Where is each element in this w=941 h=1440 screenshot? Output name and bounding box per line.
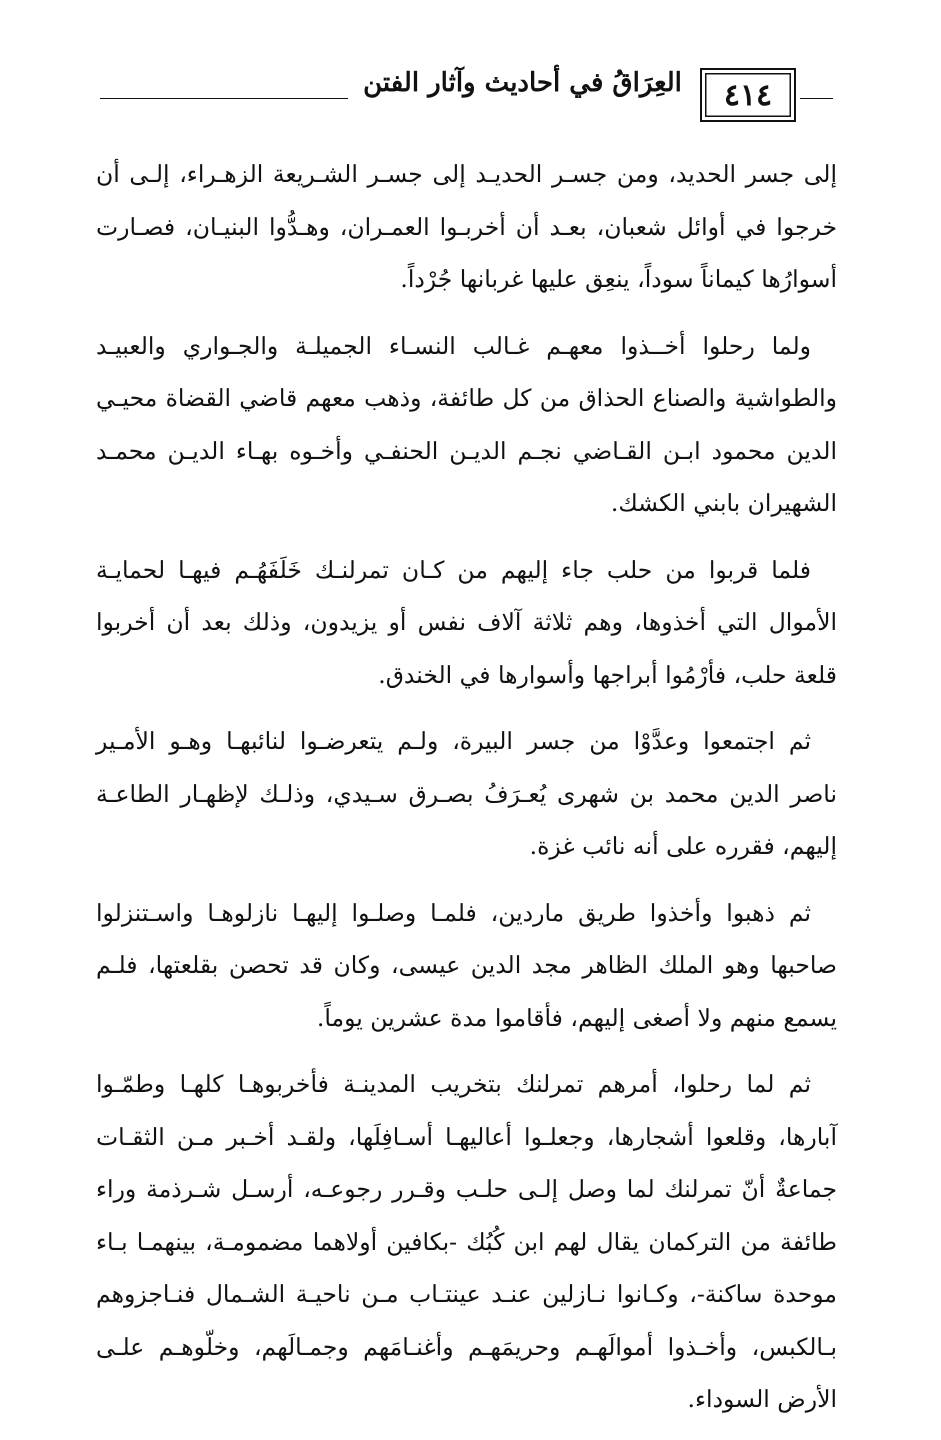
text-line: ثم اجتمعوا وعدَّوْا من جسر البيرة، ولـم يتعرضـوا لنائبهـا وهـو الأمـير <box>96 727 811 755</box>
text-line: جماعةٌ أنّ تمرلنك لما وصل إلـى حلـب وقـرر رجوعـه، أرسـل شـرذمة وراء <box>96 1175 837 1203</box>
page-body <box>96 148 837 1440</box>
text-line: إلى جسر الحديد، ومن جسـر الحديـد إلى جسـر الشـريعة الزهـراء، إلـى أن <box>96 160 837 188</box>
paragraph <box>96 148 837 306</box>
text-line: والطواشية والصناع الحذاق من كل طائفة، وذهب معهم قاضي القضاة محيـي <box>96 384 837 412</box>
text-line: الأرض السوداء. <box>687 1385 837 1413</box>
text-line: طائفة من التركمان يقال لهم ابن كُبُك -بكافين أولاهما مضمومـة، بينهمـا بـاء <box>96 1227 837 1256</box>
text-line: ناصر الدين محمد بن شهرى يُعـرَفُ بصـرق سـيدي، وذلـك لإظهـار الطاعـة <box>96 779 837 808</box>
header-rule-left <box>100 98 348 99</box>
text-line: الأموال التي أخذوها، وهم ثلاثة آلاف نفس أو يزيدون، وذلك بعد أن أخربوا <box>96 608 837 636</box>
text-line: ثم لما رحلوا، أمرهم تمرلنك بتخريب المدينـة فأخربوهـا كلهـا وطمّـوا <box>96 1070 811 1098</box>
text-line: يسمع منهم ولا أصغى إليهم، فأقاموا مدة عشرين يوماً. <box>316 1003 837 1032</box>
paragraph <box>96 887 837 1045</box>
text-line: موحدة ساكنة-، وكـانوا نـازلين عنـد عينتـاب مـن ناحيـة الشـمال فنـاجزوهم <box>96 1280 837 1308</box>
header-rule-right <box>800 98 833 99</box>
page-number-box <box>700 68 796 122</box>
text-line: الدين محمود ابـن القـاضي نجـم الديـن الحنفـي وأخـوه بهـاء الديـن محمـد <box>96 436 837 465</box>
text-line: أسوارُها كيماناً سوداً، ينعِق عليها غربانها جُرْداً. <box>400 265 837 293</box>
text-line: إليهم، فقرره على أنه نائب غزة. <box>529 832 837 860</box>
page-number: ٤١٤ <box>723 77 773 113</box>
paragraph <box>96 320 837 530</box>
text-line: فلما قربوا من حلب جاء إليهم من كـان تمرلنـك خَلَفَهُـم فيهـا لحمايـة <box>96 555 811 584</box>
paragraph <box>96 715 837 873</box>
text-line: خرجوا في أوائل شعبان، بعـد أن أخربـوا العمـران، وهـدُّوا البنيـان، فصـارت <box>96 212 837 241</box>
text-line: بـالكبس، وأخـذوا أموالَهـم وحريمَهـم وأغنـامَهم وجمـالَهم، وخلّوهـم علـى <box>96 1332 837 1361</box>
book-title: العِرَاقُ في أحاديث وآثار الفتن <box>363 68 682 98</box>
text-line: ولما رحلوا أخــذوا معهـم غـالب النسـاء الجميلـة والجـواري والعبيـد <box>96 331 811 360</box>
paragraph <box>96 544 837 702</box>
text-line: الشهيران بابني الكشك. <box>610 489 837 517</box>
text-line: صاحبها وهو الملك الظاهر مجد الدين عيسى، وكان قد تحصن بقلعتها، فلـم <box>96 951 837 979</box>
page-header <box>100 62 833 126</box>
text-line: آبارها، وقلعوا أشجارها، وجعلـوا أعاليهـا أسـافِلَها، ولقـد أخـبر مـن الثقـات <box>96 1122 837 1151</box>
text-line: ثم ذهبوا وأخذوا طريق ماردين، فلمـا وصلـوا إليهـا نازلوهـا واسـتنزلوا <box>96 898 811 927</box>
paragraph <box>96 1058 837 1426</box>
text-line: قلعة حلب، فأرْمُوا أبراجها وأسوارها في الخندق. <box>378 660 837 689</box>
